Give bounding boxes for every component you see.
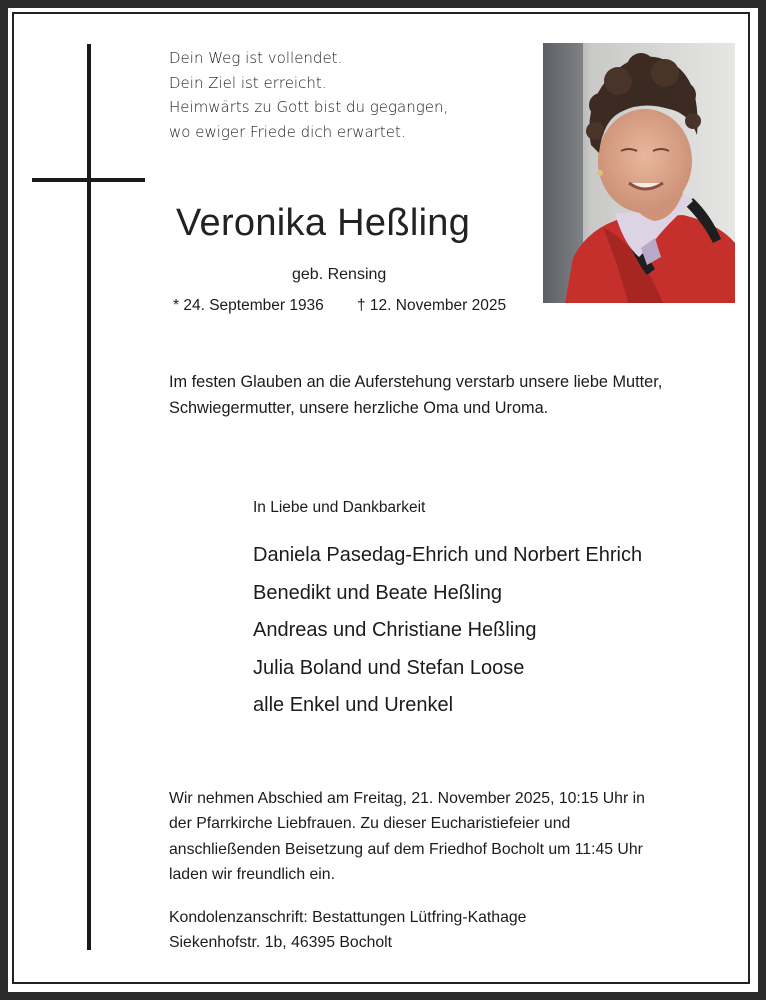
funeral-details-line: Wir nehmen Abschied am Freitag, 21. November 2025, 10:15 Uhr in [169, 790, 645, 807]
death-date: † 12. November 2025 [357, 297, 507, 314]
address-line: Kondolenzanschrift: Bestattungen Lütfring-Kathage [169, 909, 527, 926]
birth-date: * 24. September 1936 [173, 297, 324, 314]
funeral-details-line: anschließenden Beisetzung auf dem Friedhof Bocholt um 11:45 Uhr [169, 840, 643, 858]
mourner-name: Daniela Pasedag-Ehrich und Norbert Ehrich [253, 544, 643, 566]
portrait-photo [543, 43, 735, 303]
deceased-name: Veronika Heßling [176, 202, 471, 244]
announcement-line: Im festen Glauben an die Auferstehung verstarb unsere liebe Mutter, [169, 373, 663, 391]
funeral-details-line: der Pfarrkirche Liebfrauen. Zu dieser Eucharistiefeier und [169, 815, 571, 833]
funeral-details [169, 786, 645, 887]
verse-line: wo ewiger Friede dich erwartet. [169, 122, 406, 141]
mourner-name: Andreas und Christiane Heßling [253, 619, 537, 641]
verse-line: Heimwärts zu Gott bist du gegangen, [169, 98, 449, 116]
announcement-text [169, 369, 662, 421]
mourner-name: alle Enkel und Urenkel [253, 694, 454, 716]
mourners-list [253, 537, 642, 725]
cross-icon-horizontal-bar [32, 178, 145, 182]
funeral-details-line: laden wir freundlich ein. [169, 865, 335, 883]
announcement-line: Schwiegermutter, unsere herzliche Oma und Uroma. [169, 399, 549, 417]
birth-name: geb. Rensing [292, 266, 387, 283]
verse-line: Dein Ziel ist erreicht. [169, 73, 327, 92]
mourners-heading: In Liebe und Dankbarkeit [253, 499, 426, 516]
mourner-name: Benedikt und Beate Heßling [253, 581, 503, 604]
obituary-card [8, 8, 758, 992]
verse-line: Dein Weg ist vollendet. [169, 49, 343, 67]
verse [169, 46, 448, 144]
address-line: Siekenhofstr. 1b, 46395 Bocholt [169, 933, 393, 951]
mourner-name: Julia Boland und Stefan Loose [253, 656, 525, 679]
condolence-address [169, 906, 526, 955]
